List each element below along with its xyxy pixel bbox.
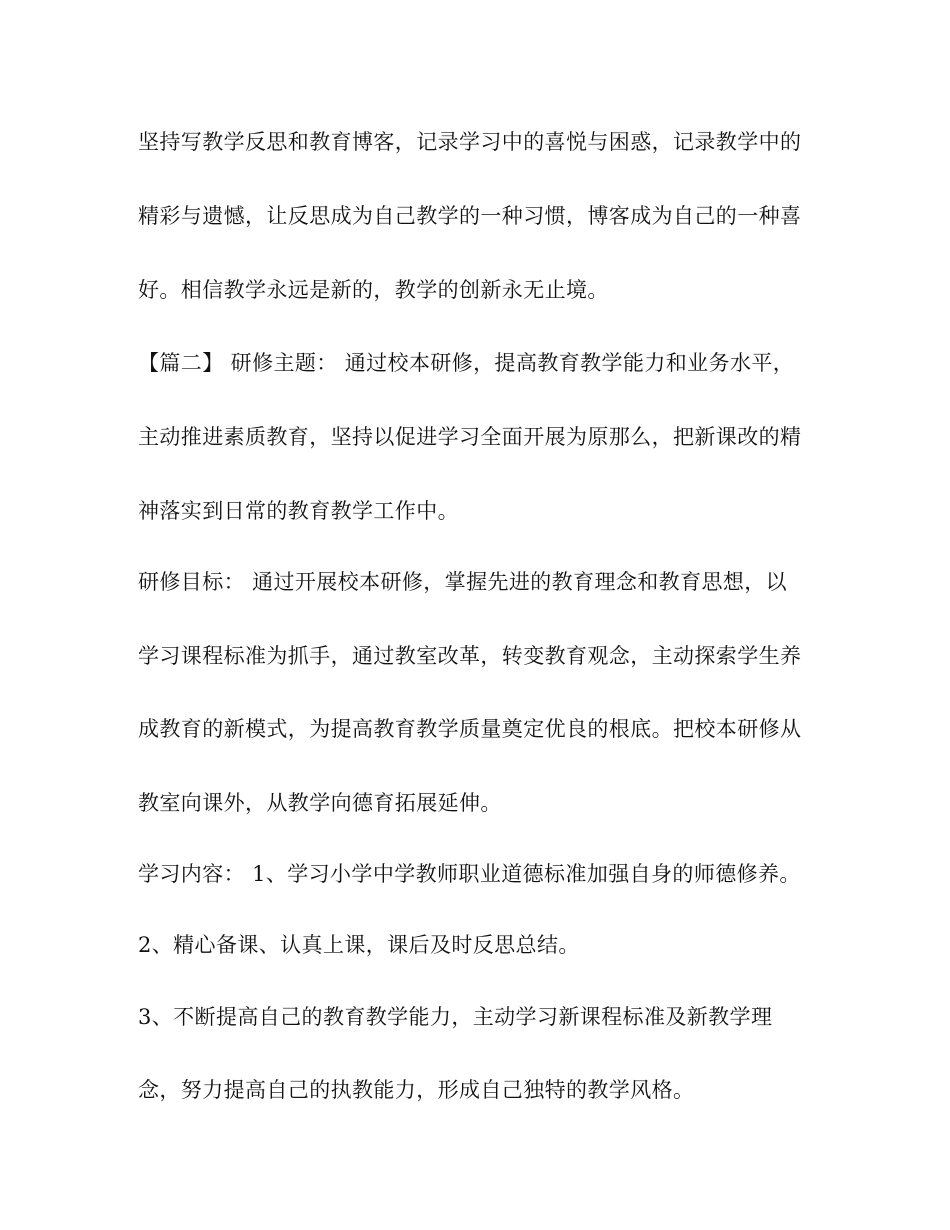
text-line-10: 教室向课外，从教学向德育拓展延伸。 xyxy=(138,791,502,815)
text-line-5: 主动推进素质教育，坚持以促进学习全面开展为原那么，把新课改的精 xyxy=(138,425,802,449)
text-line-2: 精彩与遗憾，让反思成为自己教学的一种习惯，博客成为自己的一种喜 xyxy=(138,204,802,228)
text-line-14: 念，努力提高自己的执教能力，形成自己独特的教学风格。 xyxy=(138,1078,695,1102)
text-line-11: 学习内容： 1、学习小学中学教师职业道德标准加强自身的师德修养。 xyxy=(138,862,801,886)
text-line-4: 【篇二】 研修主题： 通过校本研修，提高教育教学能力和业务水平， xyxy=(138,351,795,375)
text-line-3: 好。相信教学永远是新的，教学的创新永无止境。 xyxy=(138,278,609,302)
text-line-6: 神落实到日常的教育教学工作中。 xyxy=(138,499,459,523)
text-line-1: 坚持写教学反思和教育博客，记录学习中的喜悦与困惑，记录教学中的 xyxy=(138,130,802,154)
text-line-7: 研修目标： 通过开展校本研修，掌握先进的教育理念和教育思想，以 xyxy=(138,570,788,594)
text-line-12: 2、精心备课、认真上课，课后及时反思总结。 xyxy=(138,933,580,957)
text-line-8: 学习课程标准为抓手，通过教室改革，转变教育观念，主动探索学生养 xyxy=(138,644,802,668)
text-line-9: 成教育的新模式，为提高教育教学质量奠定优良的根底。把校本研修从 xyxy=(138,717,802,741)
text-line-13: 3、不断提高自己的教育教学能力，主动学习新课程标准及新教学理 xyxy=(138,1005,773,1029)
